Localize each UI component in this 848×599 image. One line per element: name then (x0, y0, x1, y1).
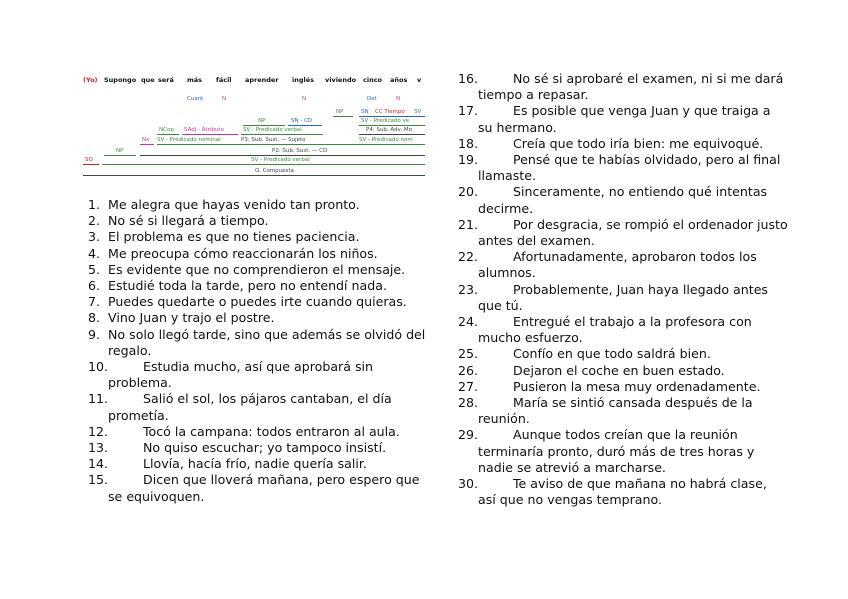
sentence-list-right (458, 71, 788, 508)
list-item (88, 213, 433, 229)
item-number: 11. (88, 391, 109, 407)
label-sn: SN (361, 109, 369, 115)
label-p4: P4: Sub. Adv. Mo (366, 127, 412, 133)
item-number: 10. (88, 359, 109, 375)
item-text: Afortunadamente, aprobaron todos los alumnos. (478, 249, 757, 281)
list-item (88, 246, 433, 262)
item-text: Puedes quedarte o puedes irte cuando quieras. (108, 294, 407, 310)
list-item (458, 379, 788, 395)
label-sv-pred-verbal: SV - Predicado ve (361, 118, 410, 124)
syntax-analysis-diagram (83, 72, 425, 178)
label-o-compuesta: O. Compuesta (255, 168, 294, 174)
list-item (458, 136, 788, 152)
list-item (88, 278, 433, 294)
item-number: 9. (88, 326, 101, 342)
list-item (458, 71, 788, 103)
word-v: v (417, 76, 422, 84)
item-text: Estudié toda la tarde, pero no entendí nada. (108, 278, 387, 294)
item-number: 6. (88, 278, 101, 294)
word-mas: más (187, 76, 203, 84)
list-item (88, 424, 433, 440)
list-item (458, 346, 788, 362)
item-text: Creía que todo iría bien: me equivoqué. (513, 135, 764, 151)
word-que: que (141, 76, 155, 84)
line (83, 164, 99, 165)
item-number: 20. (458, 184, 479, 200)
word-anos: años (390, 76, 408, 84)
label-n: N (222, 96, 227, 102)
item-number: 19. (458, 152, 479, 168)
item-number: 4. (88, 245, 101, 261)
label-sn-cd: SN - CD (291, 118, 313, 124)
item-text: Probablemente, Juan haya llegado antes que tú. (478, 281, 768, 313)
label-ncop: NCop (159, 127, 174, 133)
item-text: Entregué el trabajo a la profesora con mucho esfuerzo. (478, 314, 752, 346)
line (243, 125, 285, 126)
item-text: Me preocupa cómo reaccionarán los niños. (108, 245, 378, 261)
item-text: Es posible que venga Juan y que traiga a su hermano. (478, 103, 771, 135)
list-item (88, 262, 433, 278)
item-text: No solo llegó tarde, sino que además se olvidó del regalo. (108, 326, 426, 358)
list-item (458, 103, 788, 135)
item-text: Vino Juan y trajo el postre. (108, 310, 275, 326)
label-sv-pred-verbal: SV - Predicado verbal (243, 127, 302, 133)
line (241, 134, 323, 135)
line (83, 175, 425, 176)
item-text: Dicen que lloverá mañana, pero espero que se equivoquen. (108, 472, 420, 504)
list-item (458, 476, 788, 508)
item-number: 21. (458, 216, 479, 232)
item-text: Es evidente que no comprendieron el mensaje. (108, 261, 406, 277)
list-item (458, 427, 788, 476)
item-text: Llovía, hacía frío, nadie quería salir. (143, 456, 367, 472)
line (182, 134, 238, 135)
list-item (88, 310, 433, 326)
list-item (88, 197, 433, 213)
label-det: Det (367, 96, 377, 102)
list-item (458, 217, 788, 249)
line (359, 125, 425, 126)
list-item (88, 229, 433, 245)
item-number: 3. (88, 229, 101, 245)
item-number: 26. (458, 362, 479, 378)
item-number: 23. (458, 281, 479, 297)
label-np: NP (116, 148, 124, 154)
item-number: 22. (458, 249, 479, 265)
item-number: 12. (88, 423, 109, 439)
item-text: María se sintió cansada después de la reunión. (478, 395, 753, 427)
item-number: 15. (88, 472, 109, 488)
list-item (88, 456, 433, 472)
list-item (458, 249, 788, 281)
label-cuant: Cuant (187, 96, 204, 102)
label-cc-tiempo: CC Tiempo (375, 109, 405, 115)
line (333, 116, 353, 117)
word-aprender: aprender (245, 76, 279, 84)
list-item (458, 314, 788, 346)
item-text: Pensé que te habías olvidado, pero al final llamaste. (478, 152, 781, 184)
item-text: Sinceramente, no entiendo qué intentas decirme. (478, 184, 768, 216)
list-item (88, 294, 433, 310)
line (157, 144, 425, 145)
list-item (458, 152, 788, 184)
word-yo: (Yo) (83, 76, 98, 84)
item-number: 17. (458, 103, 479, 119)
label-n: N (396, 96, 401, 102)
item-number: 18. (458, 135, 479, 151)
item-number: 27. (458, 378, 479, 394)
list-item (88, 440, 433, 456)
line (102, 164, 425, 165)
word-sera: será (158, 76, 174, 84)
item-text: Pusieron la mesa muy ordenadamente. (513, 378, 761, 394)
label-sadj-atributo: SAdj - Atributo (184, 127, 224, 133)
word-ingles: inglés (292, 76, 315, 84)
label-nx: Nx (142, 137, 150, 143)
list-item (88, 327, 433, 359)
list-item (88, 359, 433, 391)
item-text: Por desgracia, se rompió el ordenador justo antes del examen. (478, 216, 788, 249)
label-sv-pred-nominal: SV - Predicado nom (359, 137, 413, 143)
item-text: El problema es que no tienes paciencia. (108, 229, 360, 245)
sentence-list-left (88, 197, 433, 505)
item-text: Me alegra que hayas venido tan pronto. (108, 197, 360, 212)
item-text: No sé si llegará a tiempo. (108, 213, 269, 229)
list-item (88, 472, 433, 504)
word-viviendo: viviendo (325, 76, 357, 84)
line (359, 134, 425, 135)
item-number: 8. (88, 310, 101, 326)
item-number: 29. (458, 427, 479, 443)
line (140, 155, 425, 156)
item-number: 25. (458, 346, 479, 362)
line (104, 155, 136, 156)
label-so: SO (85, 157, 93, 163)
item-text: Confío en que todo saldrá bien. (513, 346, 711, 362)
line (140, 144, 154, 145)
label-sv-pred-verbal: SV - Predicado verbal (251, 157, 310, 163)
item-number: 28. (458, 395, 479, 411)
item-number: 13. (88, 440, 109, 456)
item-text: Dejaron el coche en buen estado. (513, 362, 725, 378)
line (157, 134, 179, 135)
item-text: No sé si aprobaré el examen, ni si me dará tiempo a repasar. (478, 71, 784, 103)
label-sv: SV (414, 109, 422, 115)
label-np: NP (336, 109, 344, 115)
item-text: Te aviso de que mañana no habrá clase, así que no vengas temprano. (478, 476, 767, 508)
item-text: No quiso escuchar; yo tampoco insistí. (143, 440, 387, 456)
list-item (458, 363, 788, 379)
list-item (458, 184, 788, 216)
label-p2: P2: Sub. Sust. — CD (272, 148, 328, 154)
item-number: 1. (88, 197, 101, 212)
item-number: 14. (88, 456, 109, 472)
label-sv-pred-nominal: SV - Predicado nominal (157, 137, 221, 143)
item-number: 2. (88, 213, 101, 229)
word-cinco: cinco (363, 76, 383, 84)
label-np: NP (258, 118, 266, 124)
item-text: Aunque todos creían que la reunión terminaría pronto, duró más de tres horas y nadie se atrevió a marcharse. (478, 427, 755, 475)
item-text: Salió el sol, los pájaros cantaban, el día prometía. (108, 391, 392, 423)
list-item (88, 391, 433, 423)
word-facil: fácil (216, 76, 232, 84)
label-p3: P3: Sub. Sust. — Sujeto (241, 137, 306, 143)
item-number: 16. (458, 71, 479, 86)
line (288, 125, 322, 126)
line (359, 116, 425, 117)
item-number: 7. (88, 294, 101, 310)
item-text: Tocó la campana: todos entraron al aula. (143, 423, 400, 439)
label-n: N (302, 96, 307, 102)
item-number: 24. (458, 314, 479, 330)
item-number: 30. (458, 476, 479, 492)
word-supongo: Supongo (104, 76, 137, 84)
list-item (458, 395, 788, 427)
item-number: 5. (88, 261, 101, 277)
item-text: Estudia mucho, así que aprobará sin problema. (108, 359, 373, 391)
list-item (458, 282, 788, 314)
